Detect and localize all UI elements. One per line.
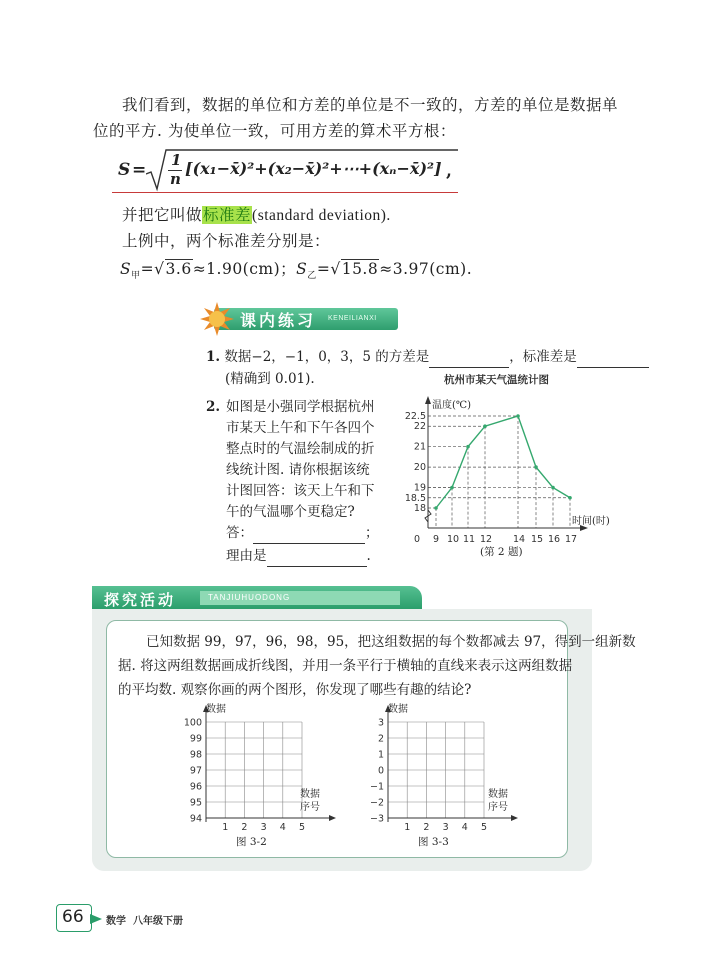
x-tick-label: 2: [241, 822, 248, 833]
answer-end: ；: [365, 525, 379, 541]
y-tick-label: 21: [413, 441, 426, 453]
grid-3-3-xlabel: [488, 788, 508, 814]
data-point: [483, 424, 487, 428]
s-jia-radicand: 3.6: [165, 260, 192, 278]
grid-3-3-xlabel-2: 序号: [488, 802, 508, 813]
y-tick-label: 100: [183, 717, 202, 729]
x-tick-label: 11: [463, 534, 476, 545]
grid-3-2-xlabel-1: 数据: [300, 789, 320, 800]
explore-text: [118, 630, 636, 702]
x-tick-label: 15: [531, 534, 544, 545]
y-tick-label: −2: [369, 797, 384, 809]
chart-caption: (第 2 题): [480, 546, 523, 558]
s-yi-value: ≈3.97(cm).: [379, 260, 473, 278]
footer-subject: 数学 八年级下册: [106, 916, 183, 927]
data-point: [466, 445, 470, 449]
y-tick-label: 22.5: [404, 411, 426, 422]
explore-line: 的平均数. 观察你画的两个图形，你发现了哪些有趣的结论?: [118, 682, 472, 698]
example-line: 上例中，两个标准差分别是：: [122, 232, 331, 250]
y-tick-label: 98: [189, 749, 202, 761]
x-tick-label: 9: [433, 534, 440, 545]
example-values: [120, 256, 472, 289]
question-2-line: 计图回答：该天上午和下: [226, 483, 375, 499]
reason-blank[interactable]: [267, 550, 367, 567]
y-tick-label: 0: [377, 765, 384, 777]
x-tick-label: 3: [442, 822, 449, 833]
y-tick-label: 99: [189, 733, 202, 745]
x-tick-label: 3: [260, 822, 267, 833]
x-tick-label: 4: [279, 822, 286, 833]
practice-banner-pinyin: KENEILIANXI: [328, 315, 377, 322]
data-point: [434, 506, 438, 510]
y-tick-label: 2: [377, 733, 384, 745]
s-jia-eq: =: [140, 260, 155, 278]
grid-3-2-svg: [170, 700, 340, 850]
grid-3-3-xlabel-1: 数据: [488, 789, 508, 800]
x-tick-label: 10: [447, 534, 460, 545]
grid-3-2-xlabel: [300, 788, 320, 814]
sqrt-symbol: √: [330, 260, 341, 278]
intro-line-1: 我们看到，数据的单位和方差的单位是不一致的，方差的单位是数据单: [122, 96, 619, 114]
sqrt-symbol: √: [154, 260, 165, 278]
std-dev-blank[interactable]: [577, 351, 649, 368]
y-tick-label: 1: [377, 749, 384, 761]
reason-end: .: [366, 548, 371, 564]
origin-label: 0: [414, 534, 421, 545]
y-tick-label: 94: [189, 813, 202, 825]
s-yi-sub: 乙: [307, 271, 317, 282]
data-point: [450, 486, 454, 490]
question-2-line: 线统计图. 请你根据该统: [226, 462, 370, 478]
data-point: [551, 486, 555, 490]
x-axis-arrow: [329, 815, 336, 821]
formula-rule: [112, 192, 458, 193]
s-yi-eq: =: [316, 260, 331, 278]
grid-figure-3-2: [170, 700, 340, 850]
question-1-text-b: ，标准差是: [509, 349, 577, 365]
intro-line-2: 位的平方. 为使单位一致，可用方差的算术平方根：: [93, 122, 456, 140]
explore-banner-pinyin: TANJIUHUODONG: [208, 593, 291, 602]
y-tick-label: 96: [189, 781, 202, 793]
x-tick-label: 4: [461, 822, 468, 833]
question-number: 1.: [206, 349, 221, 365]
y-tick-label: 22: [413, 421, 426, 433]
formula-body: [(x₁−x̄)²+(x₂−x̄)²+⋯+(xₙ−x̄)²]: [185, 159, 442, 178]
x-tick-label: 12: [480, 534, 493, 545]
sun-icon: [200, 302, 234, 336]
grid-3-3-svg: [352, 700, 522, 850]
definition-post: (standard deviation).: [252, 207, 391, 224]
explore-line: 已知数据 99，97，96，98，95，把这组数据的每个数都减去 97，得到一组新数: [146, 634, 636, 650]
question-1-line-2: (精确到 0.01).: [225, 371, 315, 387]
x-tick-label: 5: [481, 822, 488, 833]
data-point: [534, 465, 538, 469]
y-tick-label: 18: [413, 503, 426, 514]
data-point: [516, 414, 520, 418]
x-tick-label: 2: [423, 822, 430, 833]
x-tick-label: 5: [299, 822, 306, 833]
footer-arrow-icon: [90, 914, 104, 924]
s-jia-value: ≈1.90(cm)；: [192, 260, 297, 278]
grid-3-2-ylabel: 数据: [206, 704, 226, 715]
formula-frac-den: n: [170, 170, 181, 188]
question-2-line: 整点时的气温绘制成的折: [226, 441, 375, 457]
definition-line: [122, 202, 391, 229]
question-1-line-1: [206, 346, 626, 368]
page-footer: [56, 904, 256, 934]
variance-blank[interactable]: [429, 351, 509, 368]
definition-term: 标准差: [203, 206, 252, 224]
grid-3-2-xlabel-2: 序号: [300, 802, 320, 813]
answer-label: 答：: [226, 525, 253, 541]
x-tick-label: 16: [548, 534, 561, 545]
x-tick-label: 1: [222, 822, 229, 833]
definition-pre: 并把它叫做: [122, 206, 203, 224]
y-tick-label: 18.5: [404, 492, 426, 504]
question-2-line: 市某天上午和下午各四个: [226, 420, 375, 436]
chart-xlabel: 时间(时): [572, 516, 610, 527]
page-number: 66: [62, 907, 84, 927]
grid-3-3-ylabel: 数据: [388, 704, 408, 715]
question-number: 2.: [206, 399, 221, 415]
grid-3-2-caption: 图 3-2: [236, 836, 267, 848]
explore-banner-title: 探究活动: [104, 591, 177, 609]
s-jia-sub: 甲: [131, 271, 141, 282]
x-axis-arrow: [511, 815, 518, 821]
practice-banner-title: 课内练习: [240, 311, 317, 330]
std-formula: [118, 148, 458, 192]
formula-eq: =: [132, 160, 147, 180]
y-tick-label: 3: [377, 717, 384, 729]
y-tick-label: 19: [413, 482, 426, 494]
x-tick-label: 17: [565, 534, 578, 545]
temperature-chart-svg: [388, 372, 628, 564]
grid-3-3-caption: 图 3-3: [418, 836, 449, 848]
y-tick-label: 20: [413, 462, 426, 474]
question-2-line: 如图是小强同学根据杭州: [226, 399, 375, 415]
reason-label: 理由是: [226, 548, 267, 564]
formula-lhs: S: [118, 160, 131, 180]
data-point: [568, 496, 572, 500]
chart-ylabel: 温度(℃): [432, 400, 471, 411]
y-tick-label: 95: [189, 797, 202, 809]
y-axis-arrow: [425, 396, 431, 404]
x-tick-label: 14: [513, 534, 526, 545]
question-1-text-a: 数据−2，−1，0，3，5 的方差是: [224, 349, 430, 365]
question-2-line: 午的气温哪个更稳定?: [226, 504, 355, 520]
y-tick-label: 97: [189, 765, 202, 777]
formula-frac-num: 1: [171, 151, 182, 169]
s-yi-radicand: 15.8: [341, 260, 379, 278]
question-2-body: [226, 397, 394, 567]
answer-blank[interactable]: [253, 527, 365, 544]
temperature-series-line: [436, 416, 570, 508]
temperature-chart: [388, 372, 628, 564]
y-tick-label: −1: [369, 781, 384, 793]
practice-banner: [200, 304, 398, 332]
x-tick-label: 1: [404, 822, 411, 833]
formula-tail: ,: [446, 161, 452, 181]
explore-line: 据. 将这两组数据画成折线图，并用一条平行于横轴的直线来表示这两组数据: [118, 658, 573, 674]
chart-title: 杭州市某天气温统计图: [444, 374, 549, 386]
grid-figure-3-3: [352, 700, 522, 850]
y-tick-label: −3: [369, 813, 384, 825]
reason-line: [226, 546, 394, 567]
s-yi-symbol: S: [296, 260, 308, 278]
answer-line: [226, 523, 394, 544]
s-jia-symbol: S: [120, 260, 132, 278]
